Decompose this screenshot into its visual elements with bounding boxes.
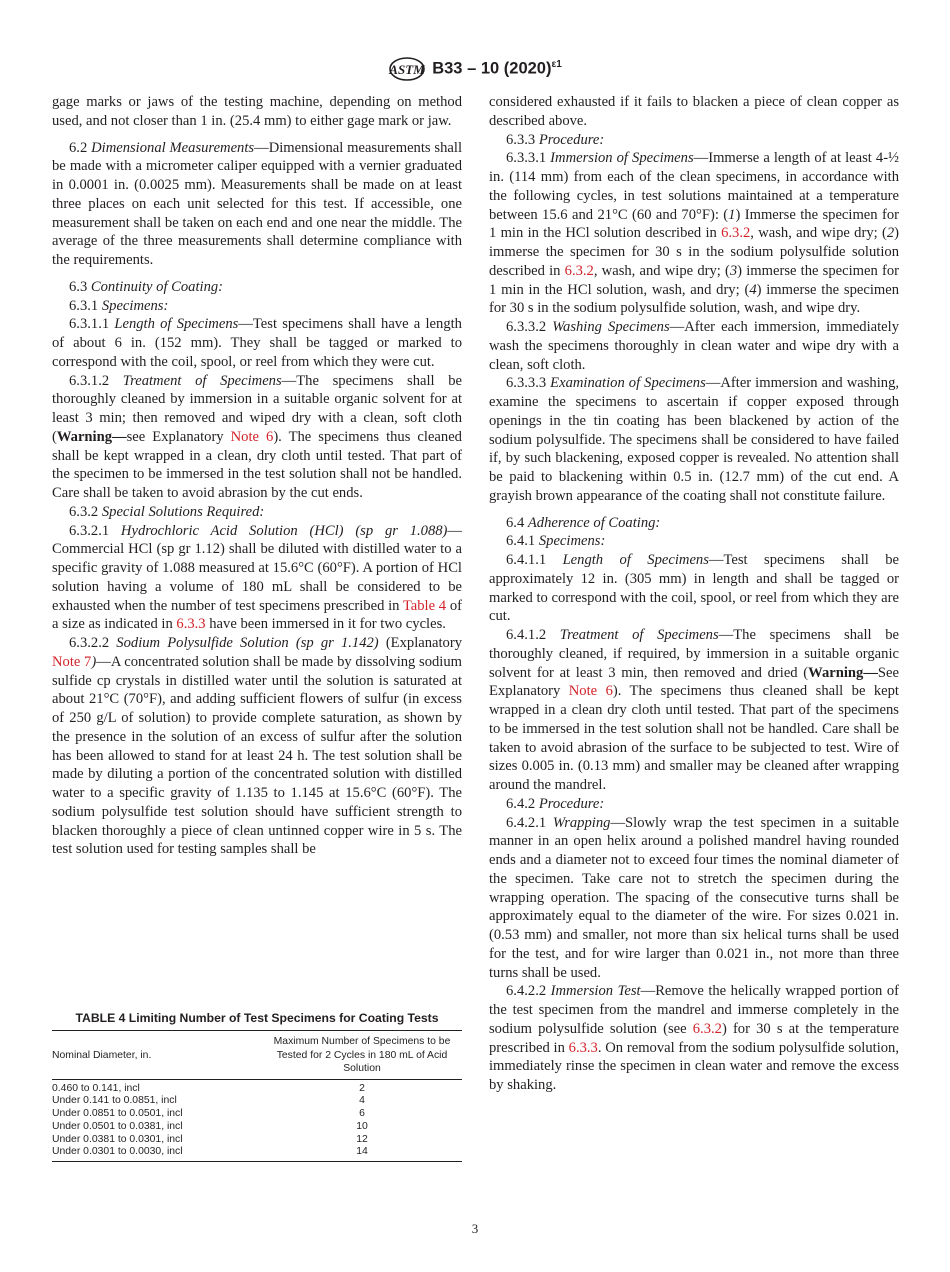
- paragraph: [52, 139, 462, 270]
- italic-text: Special Solutions Required:: [101, 503, 265, 520]
- table-row: [52, 1121, 462, 1134]
- text-run: ). The specimens thus cleaned shall be kept wrapped in a clean, dry cloth until tested. That part of the specimen to be immersed in the test solution shall not be handled. Care shall be taken to avoid abrasion by the cut ends.: [52, 428, 462, 501]
- italic-text: Continuity of Coating:: [90, 278, 224, 295]
- paragraph: [489, 532, 899, 551]
- cross-reference-link[interactable]: 6.3.2: [692, 1020, 722, 1037]
- paragraph: [52, 522, 462, 635]
- text-run: , wash, and wipe dry; (: [593, 262, 730, 279]
- cross-reference-link[interactable]: 6.3.3: [176, 616, 206, 633]
- text-run: . On removal from the sodium polysulfide solution, immediately rinse the specimen in clean water and remove the excess by shaking.: [489, 1039, 899, 1093]
- italic-text: Specimens:: [101, 297, 169, 314]
- text-run: —After each immersion, immediately wash the specimens thoroughly in clean water and wipe dry with a clean, soft cloth.: [489, 319, 900, 373]
- paragraph: [489, 626, 899, 795]
- max-specimens-cell: 2: [359, 1082, 365, 1094]
- page-number: 3: [471, 1221, 479, 1236]
- bold-text: Warning—: [808, 664, 878, 681]
- max-specimens-cell: 10: [356, 1120, 368, 1132]
- italic-text: 1: [728, 206, 736, 223]
- bold-text: Warning—: [56, 428, 127, 445]
- diameter-cell: Under 0.141 to 0.0851, incl: [52, 1095, 177, 1107]
- text-run: considered exhausted if it fails to blacken a piece of clean copper as described above.: [489, 94, 899, 129]
- text-run: ) immerse the specimen for 1 min in the HCl solution, wash, and dry; (: [489, 262, 899, 298]
- italic-text: 3: [729, 262, 738, 279]
- text-run: of a size as indicated in: [52, 597, 462, 633]
- cross-reference-link[interactable]: 6.3.3: [568, 1039, 598, 1056]
- text-run: 6.3.1.1: [69, 316, 115, 333]
- paragraph: [489, 149, 899, 318]
- paragraph: [52, 503, 462, 522]
- paragraph: [489, 814, 899, 983]
- text-run: 6.4.2.2: [506, 983, 551, 1000]
- italic-text: Treatment of Specimens: [122, 372, 282, 389]
- text-run: 6.3.1.2: [69, 372, 123, 389]
- paragraph: [489, 374, 899, 505]
- text-run: —The specimens shall be thoroughly cleaned, if required, by immersion in a suitable organic solvent for at least 3 min, then removed and dried (: [489, 627, 900, 681]
- text-run: —Test specimens shall be approximately 12 in. (305 mm) in length and shall be tagged or marked to correspond with the coil, spool, or reel from which they are cut.: [489, 552, 899, 625]
- max-specimens-cell: 14: [356, 1146, 368, 1158]
- italic-text: Immersion Test: [550, 983, 641, 1000]
- text-run: —The specimens shall be thoroughly cleaned by immersion in a suitable organic solvent for at least 3 min; then removed and wiped dry with a clean, soft cloth (: [52, 372, 463, 445]
- paragraph: [489, 93, 899, 131]
- table-row: [52, 1134, 462, 1147]
- italic-text: Treatment of Specimens: [559, 627, 719, 643]
- text-run: 6.3.3: [506, 131, 539, 148]
- paragraph: [489, 514, 899, 533]
- text-run: ) for 30 s at the temperature prescribed in: [489, 1020, 899, 1056]
- italic-text: Examination of Specimens: [550, 375, 706, 392]
- table-4: [52, 1011, 462, 1162]
- right-column: [489, 93, 899, 1095]
- text-run: (Explanatory: [378, 635, 463, 651]
- text-run: 6.3.3.1: [506, 150, 551, 167]
- paragraph: [52, 372, 462, 503]
- text-run: ) Immerse the specimen for 1 min in the HCl solution described in: [489, 206, 900, 242]
- italic-text: Washing Specimens: [552, 319, 670, 335]
- astm-logo-icon: [388, 56, 426, 82]
- left-column: [52, 93, 462, 859]
- italic-text: Immersion of Specimens: [550, 150, 694, 167]
- text-run: 6.4.1.2: [506, 627, 560, 643]
- cross-reference-link[interactable]: Note 6: [568, 683, 613, 700]
- text-run: have been immersed in it for two cycles.: [205, 616, 446, 633]
- text-run: —After immersion and washing, examine the specimens to ascertain if copper exposed through openings in the tin coating has been blackened by action of the sodium polysulfide. The specimens shall be considered to have failed if, by such blackening, exposed copper is revealed. No attention shall be paid to blackening within 0.5 in. (12.7 mm) of the cut end. A grayish brown appearance of the coating shall not constitute failure.: [489, 375, 900, 504]
- cross-reference-link[interactable]: Table 4: [402, 597, 447, 614]
- diameter-cell: Under 0.0301 to 0.0030, incl: [52, 1146, 183, 1158]
- italic-text: Length of Specimens: [114, 316, 239, 333]
- diameter-cell: Under 0.0851 to 0.0501, incl: [52, 1108, 183, 1120]
- table-row: [52, 1146, 462, 1161]
- paragraph: [489, 318, 899, 374]
- text-run: 6.4.1.1: [506, 552, 563, 568]
- cross-reference-link[interactable]: 6.3.2: [721, 225, 751, 242]
- table-caption: TABLE 4 Limiting Number of Test Specimens for Coating Tests: [52, 1011, 462, 1031]
- column-header-max-specimens: Maximum Number of Specimens to be Tested for 2 Cycles in 180 mL of Acid Solution: [273, 1036, 451, 1074]
- paragraph: [489, 551, 899, 626]
- italic-text: Specimens:: [538, 533, 606, 550]
- text-run: ) immerse the specimen for 30 s in the sodium polysulfide solution, wash, and wipe dry.: [489, 281, 900, 317]
- cross-reference-link[interactable]: Note 7: [52, 653, 92, 670]
- svg-text:ASTM: ASTM: [389, 62, 425, 77]
- text-run: ) immerse the specimen for 30 s in the sodium polysulfide solution described in: [489, 225, 899, 279]
- text-run: —Slowly wrap the test specimen in a suitable manner in an open helix around a polished mandrel having rounded ends and a diameter not to exceed four times the nominal diameter of the specimen. Take care not to stretch the specimen during the wrapping operation. The spacing of the consecutive turns shall be approximately equal to the diameter of the wire. For sizes 0.021 in. (0.53 mm) and smaller, not more than six helical turns shall be used for the test, and for wire larger than 0.021 in., not more than three turns shall be used.: [489, 814, 900, 981]
- text-run: 6.3.2.1: [69, 522, 121, 539]
- paragraph: [489, 131, 899, 150]
- paragraph: [52, 315, 462, 371]
- text-run: 6.4: [506, 514, 528, 531]
- paragraph: [52, 93, 462, 131]
- max-specimens-cell: 6: [359, 1108, 365, 1120]
- italic-text: Length of Specimens: [562, 552, 709, 568]
- italic-text: Procedure:: [538, 795, 605, 812]
- table-row: [52, 1108, 462, 1121]
- text-run: 6.4.1: [506, 533, 539, 550]
- column-header-diameter: Nominal Diameter, in.: [52, 1049, 152, 1061]
- text-run: 6.3: [69, 278, 91, 295]
- paragraph: [489, 982, 899, 1095]
- italic-text: Dimensional Measurements: [91, 139, 255, 156]
- italic-text: 2: [886, 225, 895, 242]
- text-run: 6.3.2: [69, 503, 102, 520]
- text-run: 6.3.3.3: [506, 375, 551, 392]
- page-header: [0, 56, 950, 82]
- italic-text: Hydrochloric Acid Solution (HCl) (sp gr 1.088): [120, 522, 448, 539]
- max-specimens-cell: 12: [356, 1133, 368, 1145]
- italic-text: ): [91, 653, 97, 670]
- paragraph: [52, 634, 462, 859]
- cross-reference-link[interactable]: Note 6: [230, 428, 274, 445]
- italic-text: 4: [749, 281, 757, 298]
- max-specimens-cell: 4: [359, 1095, 365, 1107]
- text-run: 6.3.1: [69, 297, 102, 314]
- text-run: —Test specimens shall have a length of about 6 in. (152 mm). They shall be tagged or marked to correspond with the coil, spool, or reel from which they were cut.: [52, 316, 462, 370]
- italic-text: Wrapping: [552, 814, 611, 831]
- paragraph: [52, 297, 462, 316]
- italic-text: Sodium Polysulfide Solution (sp gr 1.142): [116, 635, 379, 651]
- text-run: —Commercial HCl (sp gr 1.12) shall be diluted with distilled water to a specific gravity of 1.088 measured at 15.6°C (60°F). A portion of HCl solution having a volume of 180 mL shall be considered to be exhausted when the number of test specimens prescribed in: [52, 522, 462, 614]
- table-row: [52, 1095, 462, 1108]
- text-run: 6.3.2.2: [69, 635, 117, 651]
- text-run: 6.4.2: [506, 795, 539, 812]
- text-run: 6.4.2.1: [506, 814, 553, 831]
- text-run: ). The specimens thus cleaned shall be kept wrapped in a clean dry cloth until tested. That part of the specimens to be immersed in the test solution shall not be handled. Care shall be taken to avoid abrasion of the surface to be subjected to test. Wire of sizes 0.005 in. (0.13 mm) and smaller may be cleaned after wrapping around the mandrel.: [489, 683, 899, 793]
- text-run: —A concentrated solution shall be made by dissolving sodium sulfide cp crystals in distilled water until the solution is saturated at about 21°C (70°F), and adding sufficient flowers of sulfur (in excess of 250 g/L of solution) to provide complete saturation, as shown by the presence in the solution of an excess of sulfur after the solution has been allowed to stand for at least 24 h. The test solution shall be made by diluting a portion of the concentrated solution with distilled water to a specific gravity of 1.135 to 1.145 at 15.6°C (60°F). The sodium polysulfide test solution should have sufficient strength to blacken thoroughly a piece of clean untinned copper wire in 5 s. The test solution used for testing samples shall be: [52, 653, 462, 858]
- text-run: See Explanatory: [489, 664, 899, 700]
- table-row: [52, 1079, 462, 1095]
- text-run: gage marks or jaws of the testing machine, depending on method used, and not closer than 1 in. (25.4 mm) to either gage mark or jaw.: [52, 94, 462, 129]
- diameter-cell: Under 0.0501 to 0.0381, incl: [52, 1120, 183, 1132]
- text-run: —Immerse a length of at least 4-½ in. (114 mm) from each of the clean specimens, in accordance with the following cycles, in test solutions maintained at a temperature between 15.6 and 21°C (60 and 70°F): (: [489, 150, 899, 223]
- cross-reference-link[interactable]: 6.3.2: [564, 262, 594, 279]
- text-run: 6.2: [69, 139, 92, 156]
- diameter-cell: Under 0.0381 to 0.0301, incl: [52, 1133, 183, 1145]
- diameter-cell: 0.460 to 0.141, incl: [52, 1082, 140, 1094]
- text-run: see Explanatory: [126, 428, 231, 445]
- paragraph: [489, 795, 899, 814]
- document-designation: B33 – 10 (2020): [432, 59, 552, 78]
- italic-text: Procedure:: [538, 131, 605, 148]
- paragraph: [52, 278, 462, 297]
- epsilon-superscript: ε1: [551, 58, 562, 70]
- text-run: —Dimensional measurements shall be made with a micrometer caliper equipped with a vernier graduated in 0.0001 in. (0.0025 mm). Measurements shall be made on at least three places on each unit selected for this test. If accessible, one measurement shall be taken on each end and one near the middle. The average of the three measurements shall determine compliance with the requirements.: [52, 139, 462, 268]
- text-run: , wash, and wipe dry; (: [750, 225, 887, 242]
- text-run: —Remove the helically wrapped portion of the test specimen from the mandrel and immerse completely in the sodium polysulfide solution (see: [489, 983, 900, 1037]
- italic-text: Adherence of Coating:: [527, 514, 661, 531]
- text-run: 6.3.3.2: [506, 319, 553, 335]
